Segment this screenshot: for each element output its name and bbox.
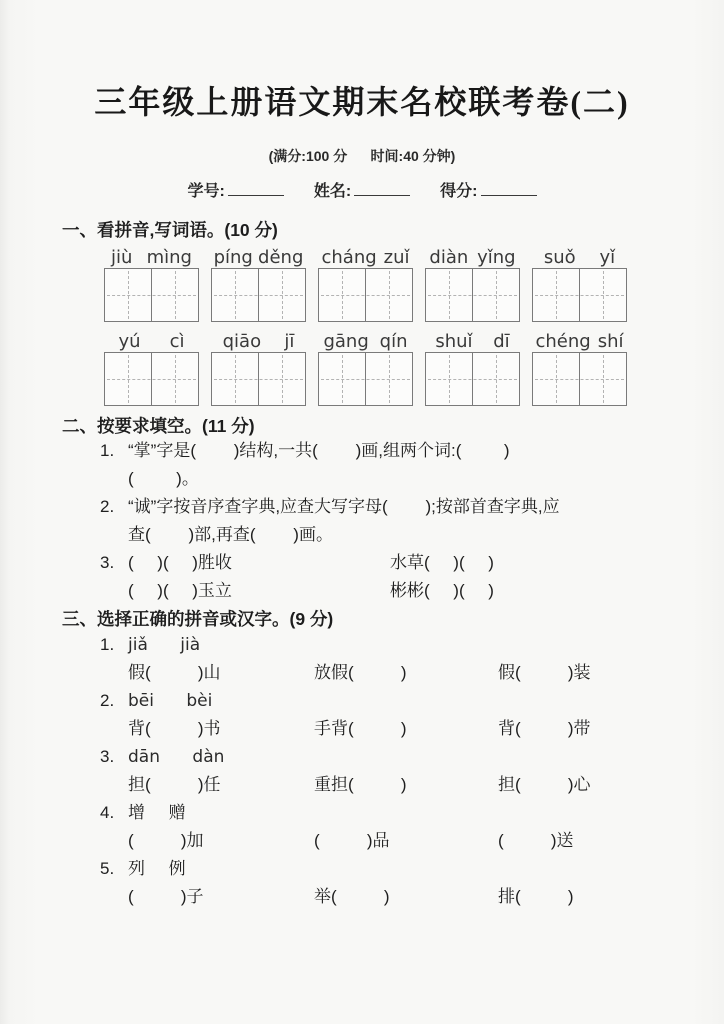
writing-grid[interactable] xyxy=(532,352,627,406)
pinyin-syllable: shí xyxy=(597,331,624,352)
writing-cell[interactable] xyxy=(105,269,151,321)
writing-cell[interactable] xyxy=(533,353,579,405)
pinyin-label xyxy=(532,244,627,268)
pinyin-syllable: jiù xyxy=(111,247,133,268)
pinyin-syllable: qín xyxy=(379,331,408,352)
writing-cell[interactable] xyxy=(151,269,198,321)
fill-blank-phrase[interactable]: ( )( )玉立 xyxy=(128,581,232,600)
fill-blank-row xyxy=(128,577,724,605)
writing-cell[interactable] xyxy=(212,269,258,321)
writing-cell[interactable] xyxy=(426,353,472,405)
writing-cell[interactable] xyxy=(319,353,365,405)
question-item xyxy=(0,855,724,911)
writing-cell[interactable] xyxy=(472,269,519,321)
option-choices: dān dàn xyxy=(128,747,225,767)
question-number: 5. xyxy=(100,859,115,878)
writing-cell[interactable] xyxy=(365,353,412,405)
fill-blank-phrase[interactable]: ( )子 xyxy=(128,887,204,906)
writing-grid[interactable] xyxy=(425,268,520,322)
writing-cell[interactable] xyxy=(579,353,626,405)
pinyin-syllable: cháng xyxy=(321,247,377,268)
question-item xyxy=(0,493,724,549)
pinyin-syllable: yǐng xyxy=(477,247,516,268)
question-text[interactable]: 查( )部,再查( )画。 xyxy=(128,525,333,544)
fill-blank-phrase[interactable]: 背( )带 xyxy=(498,719,591,738)
pinyin-syllable: cì xyxy=(169,331,185,352)
word-unit xyxy=(318,328,413,406)
page-title: 三年级上册语文期末名校联考卷(二) xyxy=(94,84,630,120)
option-choices: 增 赠 xyxy=(128,803,186,822)
word-unit xyxy=(211,244,306,322)
pinyin-label xyxy=(532,328,627,352)
writing-cell[interactable] xyxy=(258,269,305,321)
word-unit xyxy=(425,244,520,322)
fill-blank-phrase[interactable]: 水草( )( ) xyxy=(390,553,494,572)
fill-blank-phrase[interactable]: 手背( ) xyxy=(314,719,407,738)
pinyin-label xyxy=(211,328,306,352)
fill-blank-phrase[interactable]: 背( )书 xyxy=(128,719,221,738)
student-id-blank[interactable] xyxy=(228,183,284,196)
question-number: 2. xyxy=(100,497,115,516)
pinyin-syllable: qiāo xyxy=(222,331,262,352)
word-unit xyxy=(104,244,199,322)
word-unit xyxy=(532,328,627,406)
section3-heading: 三、选择正确的拼音或汉字。(9 分) xyxy=(62,609,334,629)
question-item xyxy=(0,631,724,687)
pinyin-label xyxy=(104,244,199,268)
fill-blank-row xyxy=(128,827,724,855)
writing-cell[interactable] xyxy=(212,353,258,405)
student-name-field xyxy=(314,178,410,201)
fill-blank-row xyxy=(128,771,724,799)
writing-grid[interactable] xyxy=(211,268,306,322)
writing-grid[interactable] xyxy=(104,268,199,322)
student-name-blank[interactable] xyxy=(354,183,410,196)
writing-grid[interactable] xyxy=(211,352,306,406)
question-number: 2. xyxy=(100,691,115,710)
question-item xyxy=(0,549,724,605)
student-name-label: 姓名: xyxy=(313,183,352,200)
fill-blank-phrase[interactable]: 重担( ) xyxy=(314,775,407,794)
word-unit xyxy=(318,244,413,322)
pinyin-syllable: shuǐ xyxy=(435,331,473,352)
fill-blank-phrase[interactable]: 排( ) xyxy=(498,887,574,906)
fill-blank-phrase[interactable]: 假( )山 xyxy=(128,663,221,682)
score-label: 得分: xyxy=(440,183,478,200)
fill-blank-phrase[interactable]: ( )品 xyxy=(314,831,390,850)
student-id-label: 学号: xyxy=(187,183,225,200)
writing-cell[interactable] xyxy=(319,269,365,321)
word-unit xyxy=(211,328,306,406)
fill-blank-phrase[interactable]: ( )( )胜收 xyxy=(128,553,232,572)
writing-grid[interactable] xyxy=(425,352,520,406)
fill-blank-phrase[interactable]: ( )加 xyxy=(128,831,204,850)
writing-grid[interactable] xyxy=(104,352,199,406)
pinyin-syllable: yǐ xyxy=(599,247,616,268)
question-text[interactable]: ( )。 xyxy=(128,469,199,488)
question-item xyxy=(0,437,724,493)
pinyin-grid-row-1 xyxy=(104,244,724,322)
section2-questions xyxy=(0,437,724,605)
score-blank[interactable] xyxy=(481,183,537,196)
pinyin-label xyxy=(425,328,520,352)
section1-heading: 一、看拼音,写词语。(10 分) xyxy=(62,220,278,240)
word-unit xyxy=(104,328,199,406)
fill-blank-row xyxy=(128,883,724,911)
score-field xyxy=(440,178,536,201)
fill-blank-row xyxy=(128,549,724,577)
fill-blank-phrase[interactable]: 担( )心 xyxy=(498,775,591,794)
exam-meta: (满分:100 分 时间:40 分钟) xyxy=(268,148,456,164)
student-id-field xyxy=(187,178,283,201)
writing-cell[interactable] xyxy=(533,269,579,321)
writing-grid[interactable] xyxy=(318,352,413,406)
pinyin-syllable: píng xyxy=(213,247,253,268)
pinyin-syllable: zuǐ xyxy=(383,247,410,268)
fill-blank-phrase[interactable]: 彬彬( )( ) xyxy=(390,581,494,600)
section2-heading: 二、按要求填空。(11 分) xyxy=(62,416,255,436)
fill-blank-row xyxy=(128,659,724,687)
writing-cell[interactable] xyxy=(105,353,151,405)
writing-cell[interactable] xyxy=(151,353,198,405)
pinyin-syllable: jī xyxy=(284,331,295,352)
word-unit xyxy=(532,244,627,322)
pinyin-syllable: chéng xyxy=(535,331,591,352)
pinyin-label xyxy=(318,328,413,352)
pinyin-label xyxy=(104,328,199,352)
pinyin-label xyxy=(211,244,306,268)
question-item xyxy=(0,743,724,799)
question-item xyxy=(0,799,724,855)
question-number: 4. xyxy=(100,803,115,822)
pinyin-syllable: yú xyxy=(118,331,141,352)
pinyin-syllable: diàn xyxy=(429,247,469,268)
writing-cell[interactable] xyxy=(472,353,519,405)
fill-blank-phrase[interactable]: 假( )装 xyxy=(498,663,591,682)
pinyin-syllable: suǒ xyxy=(543,247,576,268)
writing-grid[interactable] xyxy=(532,268,627,322)
word-unit xyxy=(425,328,520,406)
writing-grid[interactable] xyxy=(318,268,413,322)
pinyin-syllable: mìng xyxy=(146,247,192,268)
question-item xyxy=(0,687,724,743)
writing-cell[interactable] xyxy=(258,353,305,405)
fill-blank-phrase[interactable]: 举( ) xyxy=(314,887,390,906)
pinyin-label xyxy=(318,244,413,268)
fill-blank-phrase[interactable]: 担( )任 xyxy=(128,775,221,794)
question-number: 1. xyxy=(100,441,115,460)
option-choices: bēi bèi xyxy=(128,691,213,711)
fill-blank-phrase[interactable]: ( )送 xyxy=(498,831,574,850)
question-number: 3. xyxy=(100,553,115,572)
pinyin-grid-row-2 xyxy=(104,328,724,406)
writing-cell[interactable] xyxy=(365,269,412,321)
writing-cell[interactable] xyxy=(426,269,472,321)
option-choices: 列 例 xyxy=(128,859,186,878)
writing-cell[interactable] xyxy=(579,269,626,321)
pinyin-syllable: dī xyxy=(493,331,510,352)
pinyin-label xyxy=(425,244,520,268)
fill-blank-phrase[interactable]: 放假( ) xyxy=(314,663,407,682)
question-text[interactable]: “掌”字是( )结构,一共( )画,组两个词:( ) xyxy=(128,441,510,460)
option-choices: jiǎ jià xyxy=(128,635,201,655)
question-number: 1. xyxy=(100,635,115,654)
fill-blank-row xyxy=(128,715,724,743)
student-info-row xyxy=(0,179,724,201)
pinyin-syllable: gāng xyxy=(323,331,369,352)
pinyin-syllable: děng xyxy=(258,247,304,268)
section3-questions xyxy=(0,631,724,911)
question-number: 3. xyxy=(100,747,115,766)
question-text[interactable]: “诚”字按音序查字典,应查大写字母( );按部首查字典,应 xyxy=(128,497,560,516)
